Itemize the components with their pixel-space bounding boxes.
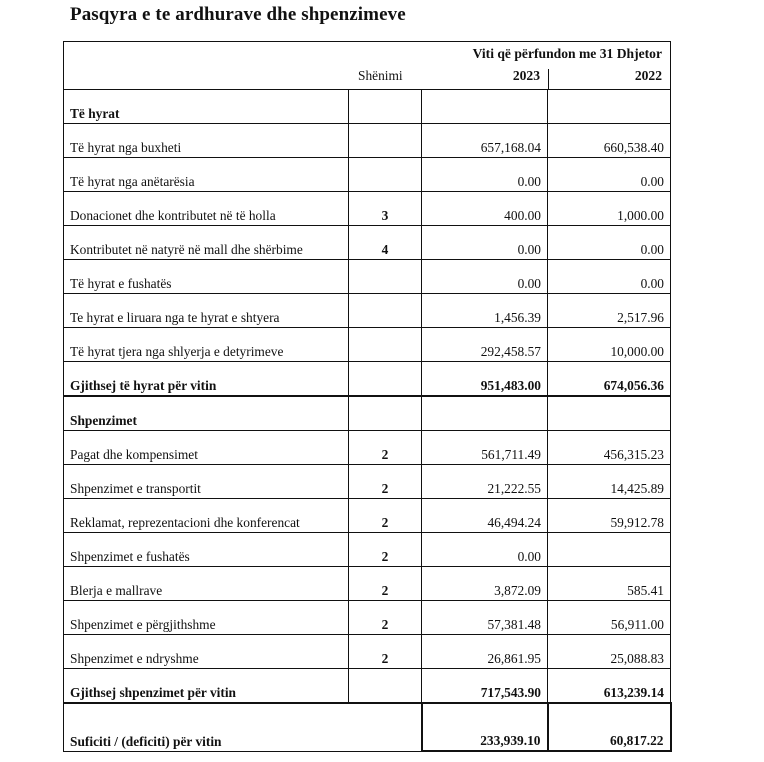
table-row	[64, 499, 671, 533]
year-2022-header: 2022	[634, 68, 662, 83]
table-row	[64, 260, 671, 294]
row-label: Donacionet dhe kontributet në të holla	[64, 192, 349, 226]
row-value-2023: 657,168.04	[422, 124, 548, 158]
row-note: 2	[349, 465, 422, 499]
row-label: Të hyrat e fushatës	[64, 260, 349, 294]
table-row	[64, 158, 671, 192]
period-label: Viti që përfundon me 31 Dhjetor	[472, 46, 662, 61]
row-value-2022: 59,912.78	[548, 499, 671, 533]
row-note	[349, 260, 422, 294]
row-label: Blerja e mallrave	[64, 567, 349, 601]
row-value-2023: 46,494.24	[422, 499, 548, 533]
row-value-2022: 660,538.40	[548, 124, 671, 158]
row-value-2023: 21,222.55	[422, 465, 548, 499]
surplus-deficit-row	[64, 703, 671, 751]
note-column-header: Shënimi	[358, 68, 403, 83]
row-label: Të hyrat nga anëtarësia	[64, 158, 349, 192]
row-note	[349, 158, 422, 192]
row-value-2022: 2,517.96	[548, 294, 671, 328]
row-label: Shpenzimet e ndryshme	[64, 635, 349, 669]
table-row	[64, 294, 671, 328]
row-value-2022: 10,000.00	[548, 328, 671, 362]
row-value-2022: 14,425.89	[548, 465, 671, 499]
total-value-2022: 674,056.36	[548, 362, 671, 397]
row-value-2023: 26,861.95	[422, 635, 548, 669]
row-value-2023: 1,456.39	[422, 294, 548, 328]
row-value-2022: 0.00	[548, 260, 671, 294]
section-label: Shpenzimet	[64, 396, 349, 431]
row-value-2023: 0.00	[422, 226, 548, 260]
row-label: Shpenzimet e transportit	[64, 465, 349, 499]
row-note: 3	[349, 192, 422, 226]
row-note: 2	[349, 601, 422, 635]
row-value-2023: 0.00	[422, 533, 548, 567]
table-row	[64, 431, 671, 465]
row-value-2023: 292,458.57	[422, 328, 548, 362]
total-expenses-row	[64, 669, 671, 704]
year-column-divider	[548, 69, 549, 89]
year-2023-header: 2023	[512, 68, 540, 83]
row-label: Të hyrat tjera nga shlyerja e detyrimeve	[64, 328, 349, 362]
row-note: 2	[349, 635, 422, 669]
row-value-2022: 456,315.23	[548, 431, 671, 465]
table-row	[64, 635, 671, 669]
table-row	[64, 192, 671, 226]
row-note: 2	[349, 567, 422, 601]
total-value-2023: 717,543.90	[422, 669, 548, 704]
row-label: Te hyrat e liruara nga te hyrat e shtyera	[64, 294, 349, 328]
section-row-expenses	[64, 396, 671, 431]
table-row	[64, 465, 671, 499]
row-note	[349, 328, 422, 362]
row-note: 2	[349, 499, 422, 533]
row-note	[349, 294, 422, 328]
row-label: Pagat dhe kompensimet	[64, 431, 349, 465]
surplus-deficit-label: Suficiti / (deficiti) për vitin	[64, 703, 422, 751]
table-row	[64, 567, 671, 601]
table-row	[64, 328, 671, 362]
row-value-2022: 1,000.00	[548, 192, 671, 226]
row-label: Shpenzimet e fushatës	[64, 533, 349, 567]
table-row	[64, 124, 671, 158]
row-value-2022: 0.00	[548, 158, 671, 192]
total-income-row	[64, 362, 671, 397]
row-value-2022: 56,911.00	[548, 601, 671, 635]
row-label: Shpenzimet e përgjithshme	[64, 601, 349, 635]
statement-title: Pasqyra e te ardhurave dhe shpenzimeve	[70, 4, 406, 25]
row-value-2022	[548, 533, 671, 567]
row-note: 2	[349, 431, 422, 465]
row-value-2023: 561,711.49	[422, 431, 548, 465]
total-value-2022: 613,239.14	[548, 669, 671, 704]
table-row	[64, 533, 671, 567]
table-header-row	[64, 42, 671, 90]
row-note: 4	[349, 226, 422, 260]
total-label: Gjithsej të hyrat për vitin	[64, 362, 349, 397]
row-value-2023: 3,872.09	[422, 567, 548, 601]
row-note	[349, 124, 422, 158]
total-value-2023: 951,483.00	[422, 362, 548, 397]
section-row-income	[64, 90, 671, 124]
total-label: Gjithsej shpenzimet për vitin	[64, 669, 349, 704]
section-label: Të hyrat	[64, 90, 349, 124]
surplus-value-2023: 233,939.10	[422, 703, 548, 751]
row-label: Kontributet në natyrë në mall dhe shërbime	[64, 226, 349, 260]
row-value-2023: 57,381.48	[422, 601, 548, 635]
row-label: Reklamat, reprezentacioni dhe konferencat	[64, 499, 349, 533]
row-value-2023: 400.00	[422, 192, 548, 226]
row-value-2022: 0.00	[548, 226, 671, 260]
table-row	[64, 226, 671, 260]
row-value-2022: 585.41	[548, 567, 671, 601]
surplus-value-2022: 60,817.22	[548, 703, 671, 751]
row-label: Të hyrat nga buxheti	[64, 124, 349, 158]
row-value-2022: 25,088.83	[548, 635, 671, 669]
row-value-2023: 0.00	[422, 260, 548, 294]
row-note: 2	[349, 533, 422, 567]
table-row	[64, 601, 671, 635]
row-value-2023: 0.00	[422, 158, 548, 192]
income-expense-statement-table	[63, 41, 672, 752]
table-header	[64, 42, 671, 90]
